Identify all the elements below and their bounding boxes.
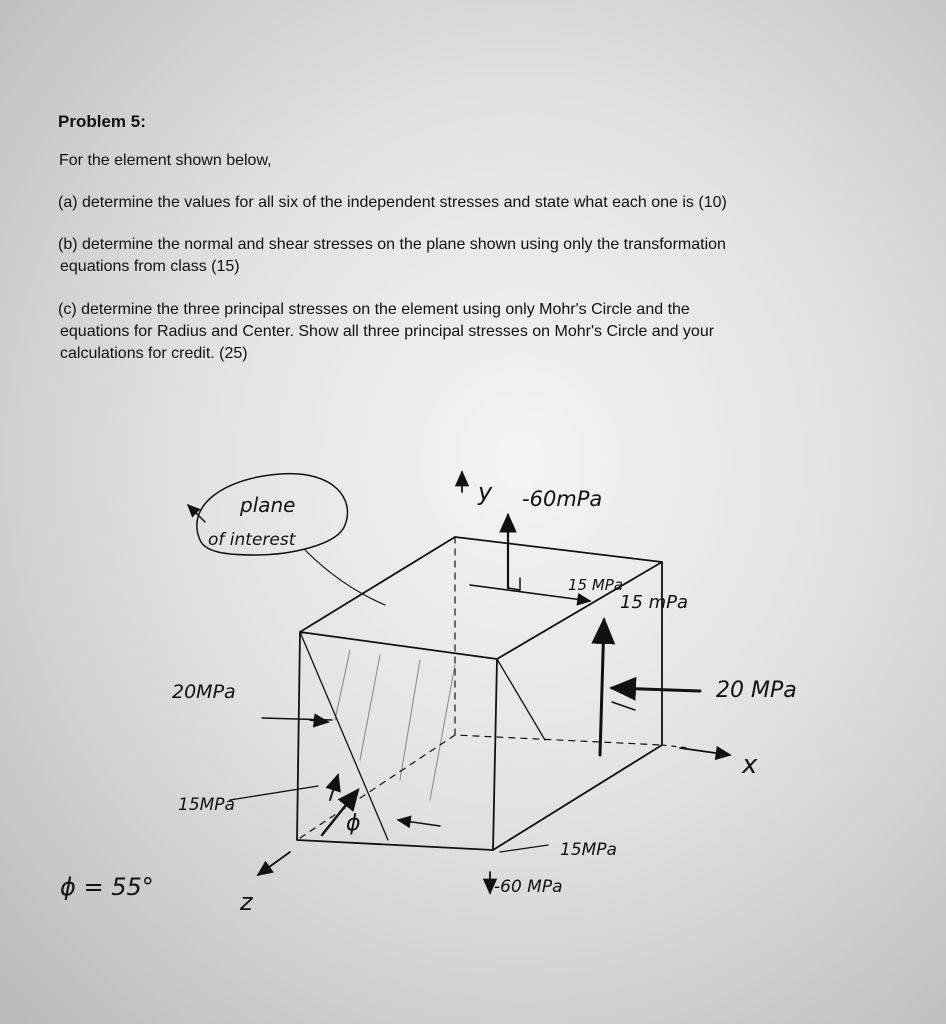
bottom-shear-arrow (398, 820, 440, 826)
top-normal-label: -60mPa (522, 487, 603, 511)
left-shear-label: 15MPa (178, 795, 235, 815)
x-axis-dashed (662, 745, 690, 748)
part-c-line-3: calculations for credit. (25) (60, 345, 248, 362)
right-normal-tick (612, 702, 635, 710)
axes (239, 472, 758, 916)
cube-front-face (297, 632, 497, 850)
bottom-normal-label: -60 MPa (494, 877, 563, 897)
part-b-line-1: (b) determine the normal and shear stresses on the plane shown using only the transformation (58, 236, 726, 253)
left-normal-leader (262, 718, 332, 720)
x-axis-label: x (742, 750, 758, 780)
left-stresses (172, 681, 338, 815)
plane-of-interest (300, 632, 545, 840)
x-axis-arrow (680, 748, 730, 755)
top-shear-label: 15 MPa (568, 576, 624, 594)
plane-leader-line (305, 550, 385, 605)
plane-label-2: of interest (208, 530, 296, 550)
top-stresses (470, 487, 623, 601)
cube-top-face (300, 537, 662, 659)
part-c-line-2: equations for Radius and Center. Show all three principal stresses on Mohr's Circle and your (60, 323, 715, 340)
angle-value: ϕ = 55° (60, 873, 154, 901)
right-normal-arrow (612, 688, 700, 691)
problem-title: Problem 5: (58, 112, 146, 131)
part-c-line-1: (c) determine the three principal stresses on the element using only Mohr's Circle and the (58, 301, 690, 318)
part-b-line-2: equations from class (15) (60, 258, 240, 275)
left-normal-label: 20MPa (172, 681, 236, 703)
intro-line: For the element shown below, (59, 152, 272, 169)
bottom-shear-label: 15MPa (560, 840, 617, 860)
bottom-shear-leader (500, 845, 548, 852)
right-normal-label: 20 MPa (716, 678, 797, 703)
plane-label-1: plane (240, 493, 296, 517)
part-a: (a) determine the values for all six of the independent stresses and state what each one is (10) (58, 194, 727, 211)
phi-symbol: ϕ (346, 811, 361, 836)
right-stresses (600, 592, 797, 755)
left-shear-leader (230, 786, 318, 800)
z-axis-label: z (240, 888, 253, 916)
top-normal-base (508, 578, 520, 590)
right-shear-arrow (600, 620, 604, 755)
y-axis-label: y (478, 478, 493, 506)
cube (297, 537, 690, 850)
right-shear-label: 15 mPa (620, 592, 689, 613)
left-shear-arrow (330, 775, 338, 800)
z-axis-arrow (258, 852, 290, 875)
